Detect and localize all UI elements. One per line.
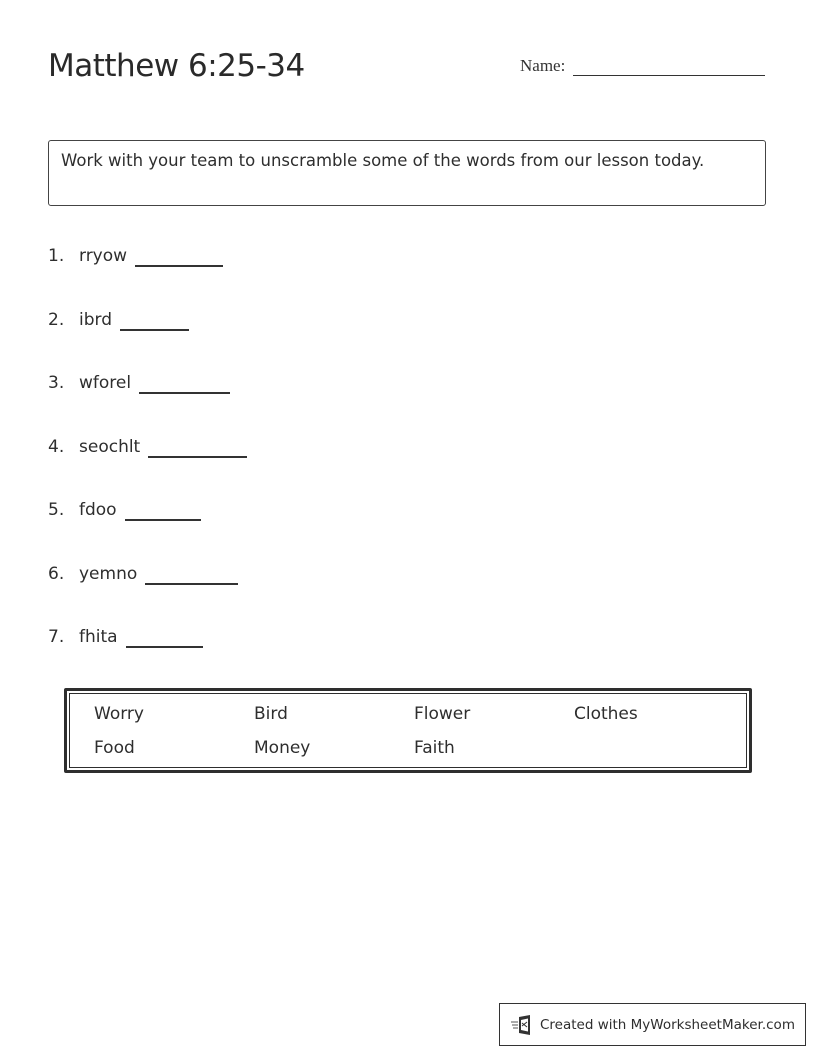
question-item-7: [48, 624, 247, 688]
question-item-4: [48, 434, 247, 498]
scrambled-word: ibrd: [79, 309, 112, 330]
scrambled-word: wforel: [79, 373, 132, 393]
word-bank-grid: [69, 693, 747, 768]
question-number: 1.: [48, 246, 65, 266]
answer-blank[interactable]: [126, 630, 203, 648]
answer-blank[interactable]: [120, 313, 189, 331]
instructions-box: Work with your team to unscramble some of the words from our lesson today.: [48, 140, 766, 206]
name-field-group: [520, 53, 765, 76]
question-number: 4.: [48, 436, 65, 457]
question-item-1: [48, 243, 247, 307]
question-number: 5.: [48, 500, 65, 520]
word-bank: [64, 688, 752, 773]
word-bank-item: Money: [254, 738, 311, 758]
word-bank-item: Bird: [254, 704, 288, 724]
name-label: Name:: [520, 56, 566, 75]
word-bank-item: Flower: [414, 704, 471, 724]
answer-blank[interactable]: [125, 503, 201, 521]
scrambled-word: fhita: [79, 627, 118, 647]
scrambled-word: seochlt: [79, 436, 141, 457]
footer-text: Created with MyWorksheetMaker.com: [540, 1016, 795, 1033]
question-number: 2.: [48, 309, 65, 330]
worksheet-maker-logo-icon: [510, 1014, 534, 1036]
answer-blank[interactable]: [135, 249, 223, 267]
question-item-5: [48, 497, 247, 561]
page-title: Matthew 6:25-34: [48, 48, 305, 84]
scrambled-word: yemno: [79, 563, 138, 584]
scrambled-word: fdoo: [79, 500, 117, 520]
question-item-3: [48, 370, 247, 434]
word-bank-item: Clothes: [574, 704, 638, 724]
question-number: 6.: [48, 563, 65, 584]
word-bank-item: Worry: [94, 704, 144, 724]
question-number: 7.: [48, 627, 65, 647]
question-list: [48, 243, 247, 688]
question-item-2: [48, 307, 247, 371]
word-bank-item: Faith: [414, 738, 455, 758]
name-blank-line[interactable]: [573, 53, 765, 76]
question-number: 3.: [48, 373, 65, 393]
footer-credit[interactable]: [499, 1003, 806, 1046]
scrambled-word: rryow: [79, 246, 128, 266]
answer-blank[interactable]: [145, 567, 238, 585]
word-bank-item: Food: [94, 738, 135, 758]
question-item-6: [48, 561, 247, 625]
answer-blank[interactable]: [139, 376, 230, 394]
answer-blank[interactable]: [148, 440, 247, 458]
